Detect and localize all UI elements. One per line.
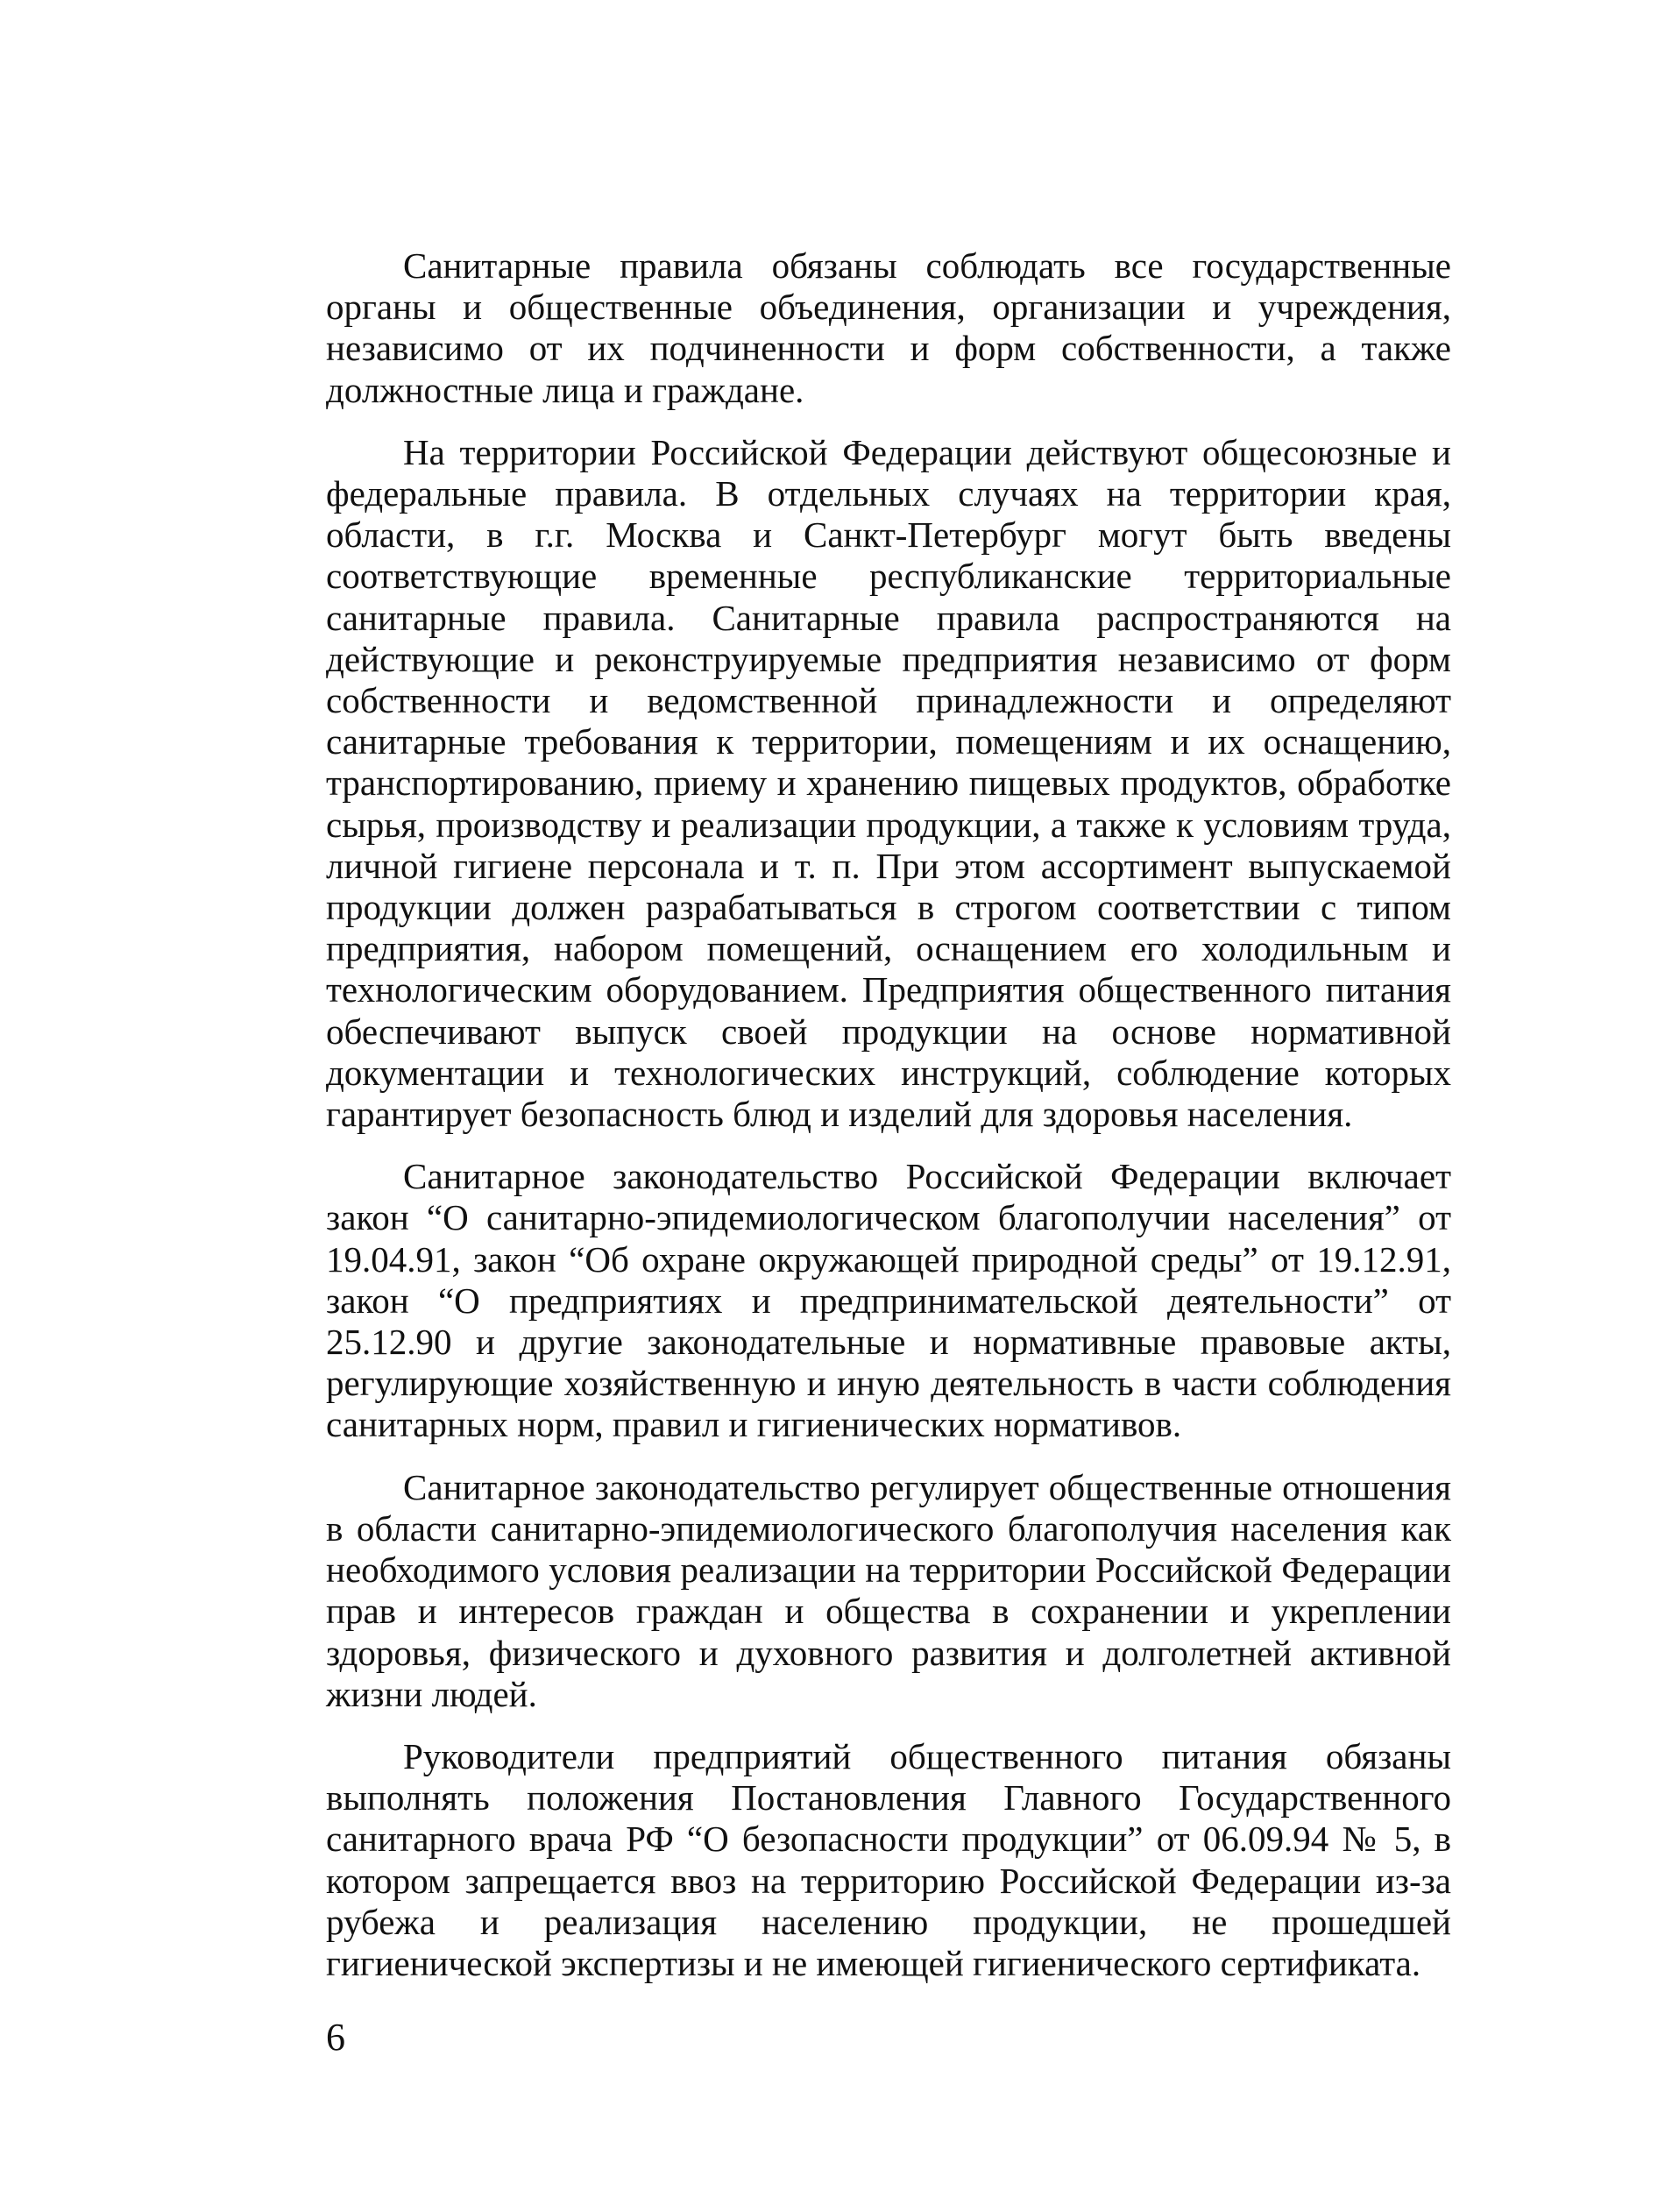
page-number: 6 xyxy=(326,2016,345,2059)
paragraph-3: Санитарное законодательство Российской Федерации включает закон “О санитарно-эпидемиологическом благополучии населения” от 19.04.91, закон “Об охране окружающей природной среды” от 19.12.91, закон “О предприятиях и предпринимательской деятельности” от 25.12.90 и другие законодательные и нормативные правовые акты, регулирующие хозяйственную и иную деятельность в части соблюдения санитарных норм, правил и гигиенических нормативов. xyxy=(326,1156,1451,1445)
paragraph-2: На территории Российской Федерации действуют общесоюзные и федеральные правила. В отдельных случаях на территории края, области, в г.г. Москва и Санкт-Петербург могут быть введены соответствующие временные республиканские территориальные санитарные правила. Санитарные правила распространяются на действующие и реконструируемые предприятия независимо от форм собственности и ведомственной принадлежности и определяют санитарные требования к территории, помещениям и их оснащению, транспортированию, приему и хранению пищевых продуктов, обработке сырья, производству и реализации продукции, а также к условиям труда, личной гигиене персонала и т. п. При этом ассортимент выпускаемой продукции должен разрабатываться в строгом соответствии с типом предприятия, набором помещений, оснащением его холодильным и технологическим оборудованием. Предприятия общественного питания обеспечивают выпуск своей продукции на основе нормативной документации и технологических инструкций, соблюдение которых гарантирует безопасность блюд и изделий для здоровья населения. xyxy=(326,431,1451,1135)
paragraph-4: Санитарное законодательство регулирует общественные отношения в области санитарно-эпидемиологического благополучия населения как необходимого условия реализации на территории Российской Федерации прав и интересов граждан и общества в сохранении и укреплении здоровья, физического и духовного развития и долголетней активной жизни людей. xyxy=(326,1466,1451,1714)
body-text xyxy=(326,245,1451,1984)
paragraph-1: Санитарные правила обязаны соблюдать все государственные органы и общественные объединения, организации и учреждения, независимо от их подчиненности и форм собственности, а также должностные лица и граждане. xyxy=(326,245,1451,410)
paragraph-5: Руководители предприятий общественного питания обязаны выполнять положения Постановления Главного Государственного санитарного врача РФ “О безопасности продукции” от 06.09.94 № 5, в котором запрещается ввоз на территорию Российской Федерации из-за рубежа и реализация населению продукции, не прошедшей гигиенической экспертизы и не имеющей гигиенического сертификата. xyxy=(326,1735,1451,1983)
